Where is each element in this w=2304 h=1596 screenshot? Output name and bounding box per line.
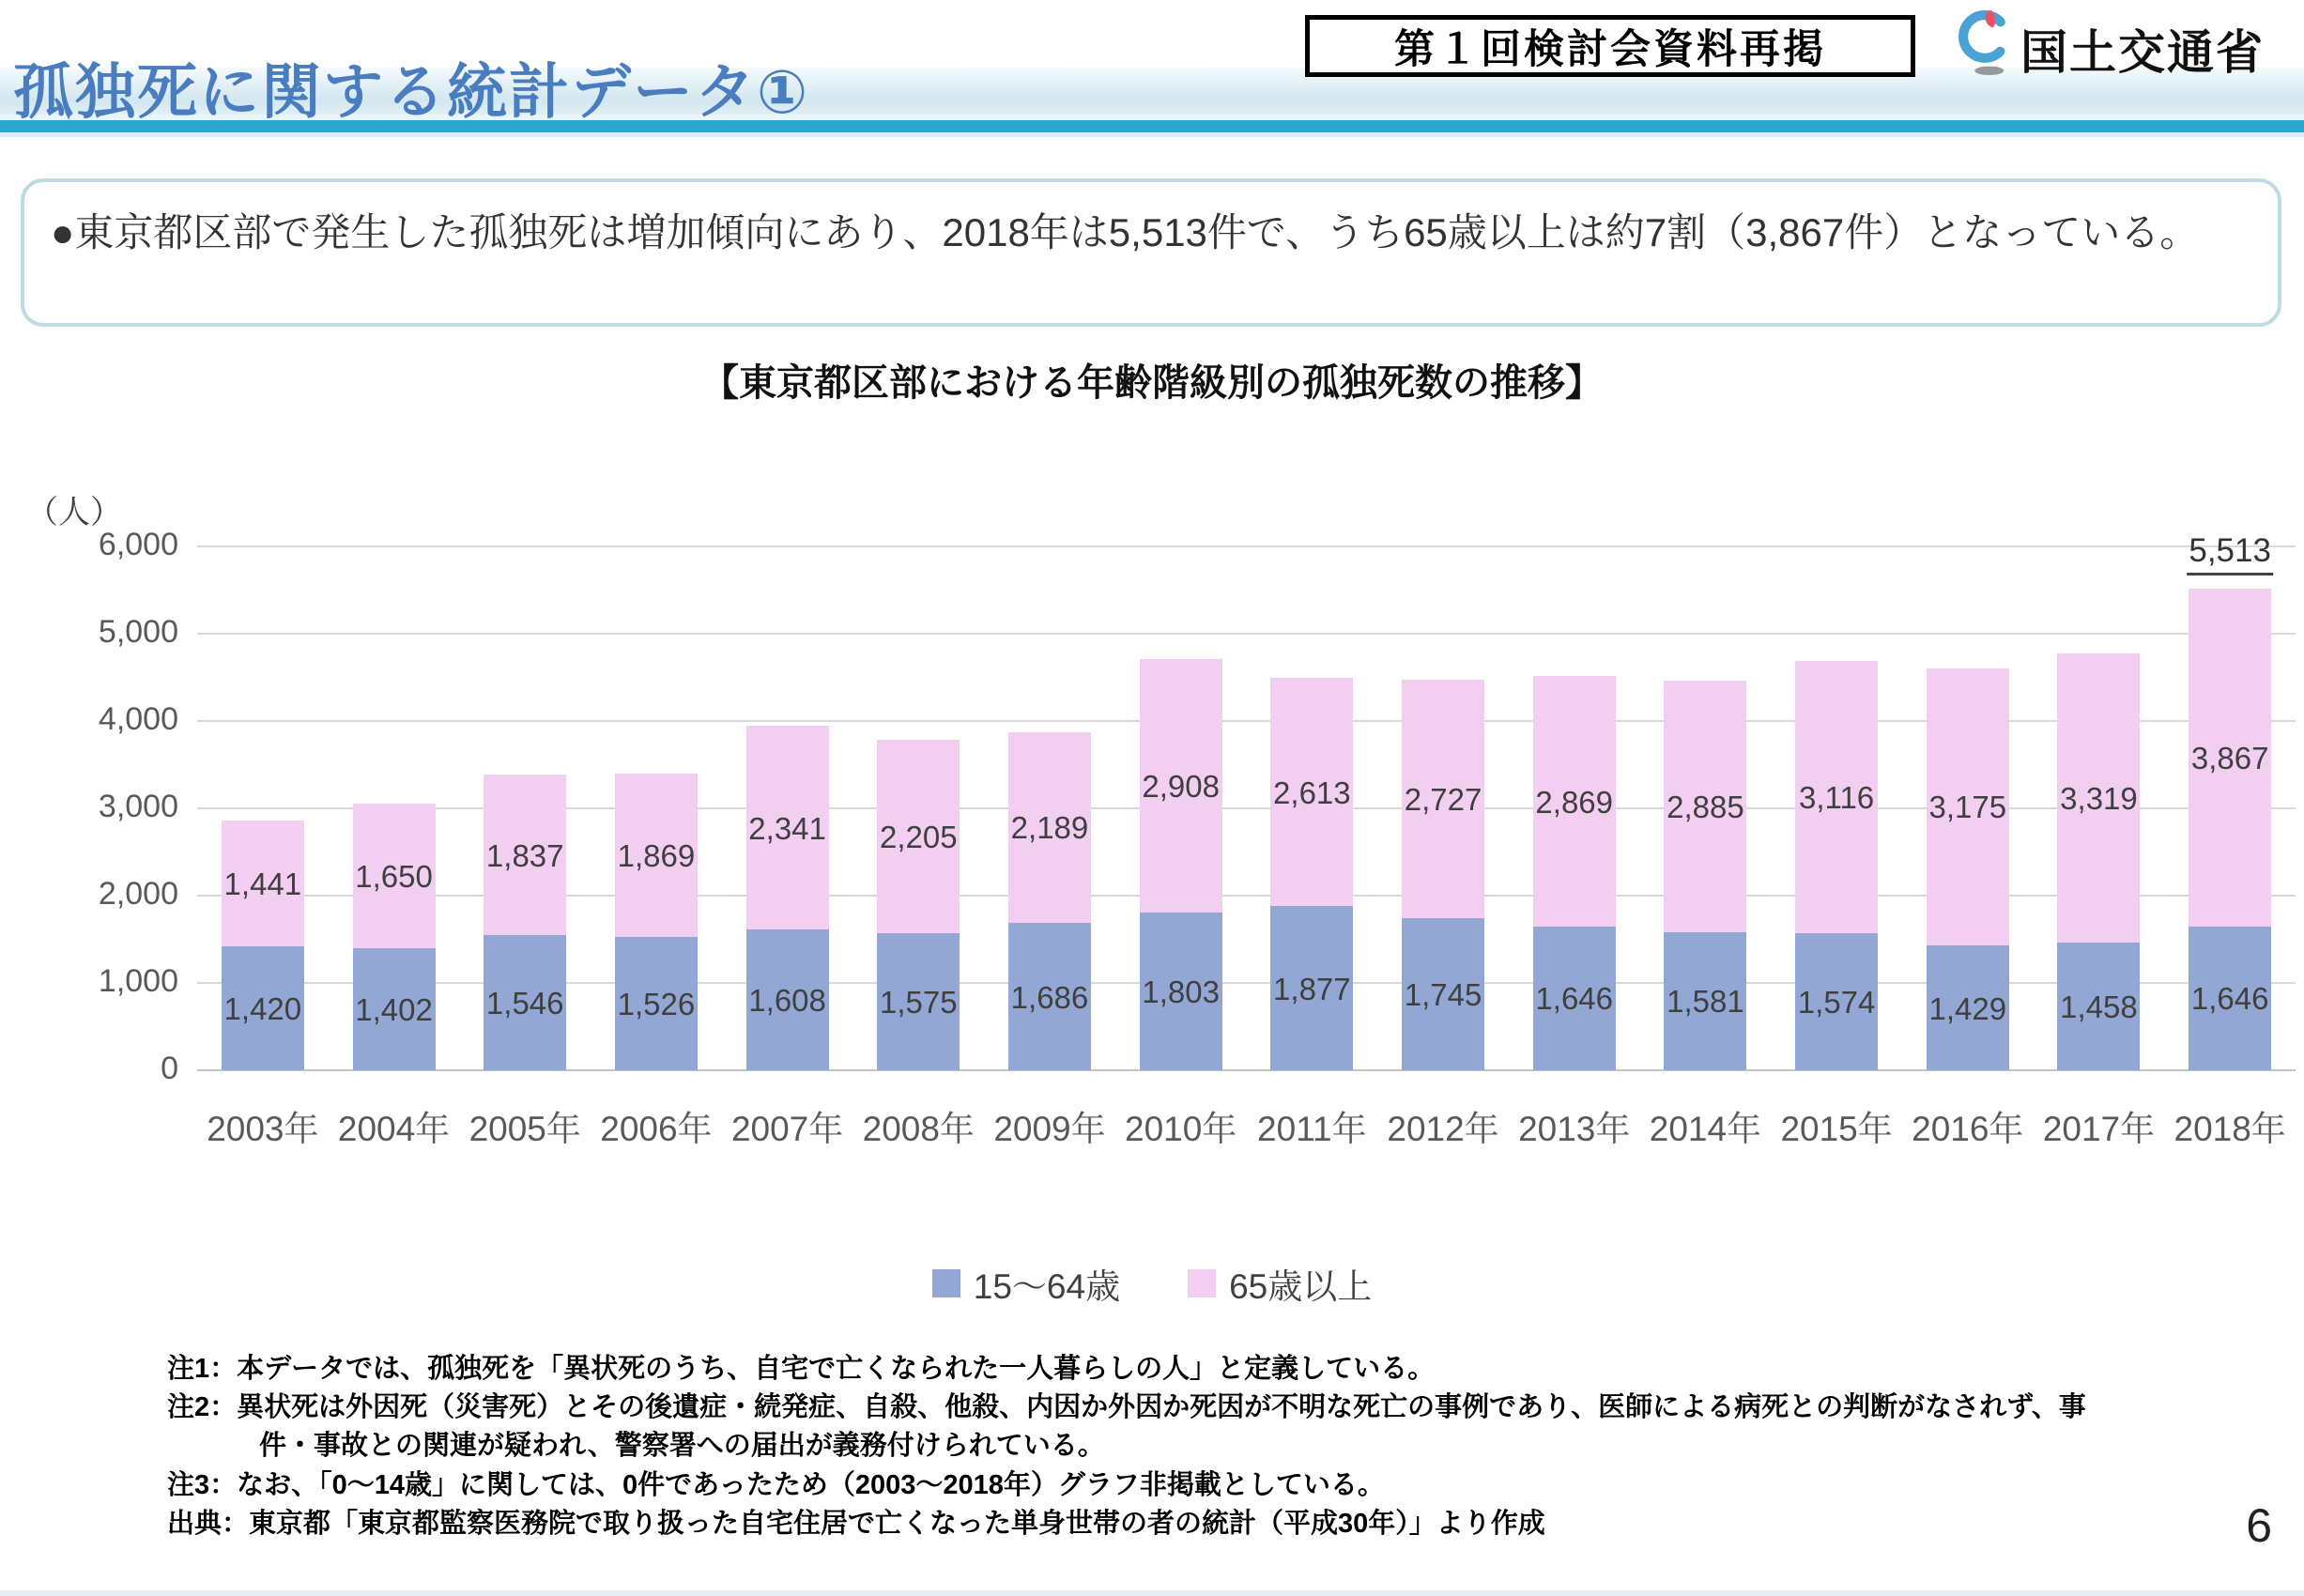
x-tick-label: 2018年 — [2173, 1110, 2286, 1148]
bar-group — [722, 546, 853, 1070]
bar-label-65plus: 3,175 — [1928, 790, 2007, 825]
x-tick-label: 2017年 — [2042, 1110, 2156, 1148]
y-tick-label: 6,000 — [98, 527, 178, 562]
note-line: 注2：異状死は外因死（災害死）とその後遺症・続発症、自殺、他殺、内因か外因か死因が不明な死亡の事例であり、医師による病死との判断がなされず、事 — [167, 1392, 2086, 1423]
total-annotation: 5,513 — [2187, 532, 2273, 575]
bar-label-15-64: 1,546 — [485, 986, 564, 1021]
x-tick-label: 2009年 — [993, 1110, 1106, 1148]
x-tick-label: 2016年 — [1912, 1110, 2024, 1148]
bar-label-15-64: 1,574 — [1797, 984, 1876, 1020]
y-tick-label: 5,000 — [98, 614, 178, 650]
bar-group — [591, 546, 722, 1070]
bar-group — [1247, 546, 1378, 1070]
legend-swatch-icon — [1188, 1269, 1216, 1297]
bar-group — [1377, 546, 1509, 1070]
x-tick-label: 2010年 — [1125, 1110, 1237, 1148]
bar-group — [2164, 532, 2296, 1070]
bar-label-15-64: 1,803 — [1142, 974, 1220, 1010]
bar-label-65plus: 1,869 — [617, 838, 696, 874]
y-axis-labels — [38, 527, 178, 1086]
summary-box — [21, 178, 2281, 327]
bar-label-15-64: 1,686 — [1010, 979, 1089, 1015]
chart-title: 【東京都区部における年齢階級別の孤独死数の推移】 — [701, 362, 1603, 404]
y-tick-label: 1,000 — [98, 963, 178, 999]
bar-label-15-64: 1,526 — [617, 987, 696, 1022]
bar-label-65plus: 2,341 — [748, 810, 826, 846]
x-tick-label: 2005年 — [468, 1110, 581, 1148]
y-tick-label: 2,000 — [98, 876, 178, 912]
x-tick-label: 2003年 — [207, 1110, 319, 1148]
legend-item — [1188, 1258, 1372, 1309]
bar-label-15-64: 1,458 — [2060, 990, 2138, 1025]
bar-label-15-64: 1,646 — [1535, 981, 1614, 1017]
bar-label-15-64: 1,745 — [1404, 976, 1482, 1012]
note-line: 注1：本データでは、孤独死を「異状死のうち、自宅で亡くなられた一人暮らしの人」と定義している。 — [167, 1354, 1436, 1384]
bar-label-15-64: 1,429 — [1928, 990, 2007, 1026]
bottom-strip — [0, 1590, 2304, 1596]
bar-label-15-64: 1,877 — [1273, 971, 1351, 1006]
y-axis-unit-label: （人） — [26, 495, 122, 530]
bar-label-15-64: 1,420 — [223, 990, 302, 1026]
bar-group — [1902, 546, 2034, 1070]
x-tick-label: 2006年 — [600, 1110, 713, 1148]
bar-label-65plus: 2,205 — [879, 820, 958, 854]
bar-group — [984, 546, 1115, 1070]
bar-group — [852, 546, 984, 1070]
x-axis-labels — [197, 1100, 2296, 1147]
bar-label-15-64: 1,608 — [748, 983, 826, 1019]
bar-group — [1509, 546, 1640, 1070]
x-tick-label: 2015年 — [1780, 1110, 1893, 1148]
x-tick-label: 2004年 — [337, 1110, 451, 1148]
bar-group — [329, 546, 460, 1070]
x-tick-label: 2012年 — [1387, 1110, 1499, 1148]
bar-label-65plus: 2,189 — [1010, 810, 1089, 846]
bar-label-65plus: 3,867 — [2190, 741, 2269, 776]
note-line: 出典：東京都「東京都監察医務院で取り扱った自宅住居で亡くなった単身世帯の者の統計（平成30年）」より作成 — [167, 1508, 1545, 1539]
bar-label-15-64: 1,575 — [879, 984, 958, 1020]
bar-group — [1640, 546, 1772, 1070]
x-tick-label: 2007年 — [730, 1110, 844, 1148]
header-accent-underline — [0, 132, 2304, 137]
legend-swatch-icon — [932, 1269, 960, 1297]
bar-group — [1771, 546, 1902, 1070]
bar-label-65plus: 1,650 — [355, 858, 433, 894]
tag-box-label: 第１回検討会資料再掲 — [1394, 26, 1826, 72]
y-tick-label: 4,000 — [98, 701, 178, 737]
bar-label-15-64: 1,581 — [1667, 984, 1744, 1020]
note-line: 注3：なお、「0～14歳」に関しては、0件であったため（2003～2018年）グラフ非掲載としている。 — [167, 1469, 1385, 1500]
bullet-icon: ● — [51, 210, 75, 254]
bar-label-65plus: 1,837 — [485, 837, 564, 873]
notes — [167, 1350, 2086, 1543]
bar-label-65plus: 1,441 — [223, 866, 302, 901]
x-tick-label: 2011年 — [1257, 1110, 1367, 1148]
summary-text — [51, 205, 2251, 261]
page-title: 孤独死に関する統計データ① — [13, 57, 810, 126]
note-line: 件・事故との関連が疑われ、警察署への届出が義務付けられている。 — [259, 1431, 1105, 1462]
legend-label: 65歳以上 — [1229, 1267, 1373, 1306]
ministry-name: 国土交通省 — [2020, 26, 2265, 79]
bar-label-65plus: 2,613 — [1273, 775, 1351, 810]
bar-label-15-64: 1,402 — [355, 991, 433, 1027]
bar-label-15-64: 1,646 — [2190, 981, 2269, 1017]
page-number: 6 — [2246, 1499, 2272, 1552]
y-tick-label: 0 — [161, 1051, 178, 1086]
bar-group — [1115, 546, 1247, 1070]
mlit-logo-icon — [1953, 8, 2017, 82]
bar-group — [2034, 546, 2165, 1070]
x-tick-label: 2014年 — [1649, 1110, 1762, 1148]
tag-box — [1305, 15, 1915, 77]
plot-area — [197, 532, 2296, 1070]
bar-label-65plus: 3,116 — [1799, 779, 1875, 815]
bar-group — [197, 546, 329, 1070]
bar-group — [459, 546, 591, 1070]
x-tick-label: 2008年 — [862, 1110, 975, 1148]
x-tick-label: 2013年 — [1518, 1110, 1631, 1148]
bar-label-65plus: 2,869 — [1535, 784, 1614, 820]
summary-sentence: 東京都区部で発生した孤独死は増加傾向にあり、2018年は5,513件で、うち65歳以上は約7割（3,867件）となっている。 — [74, 210, 2200, 254]
bar-label-65plus: 2,885 — [1667, 789, 1744, 824]
legend — [0, 1258, 2304, 1309]
bar-label-65plus: 2,908 — [1142, 769, 1220, 805]
y-tick-label: 3,000 — [98, 789, 178, 824]
bar-label-65plus: 3,319 — [2060, 781, 2138, 817]
legend-label: 15～64歳 — [973, 1267, 1121, 1306]
bar-label-65plus: 2,727 — [1404, 781, 1482, 817]
legend-item — [932, 1258, 1120, 1309]
